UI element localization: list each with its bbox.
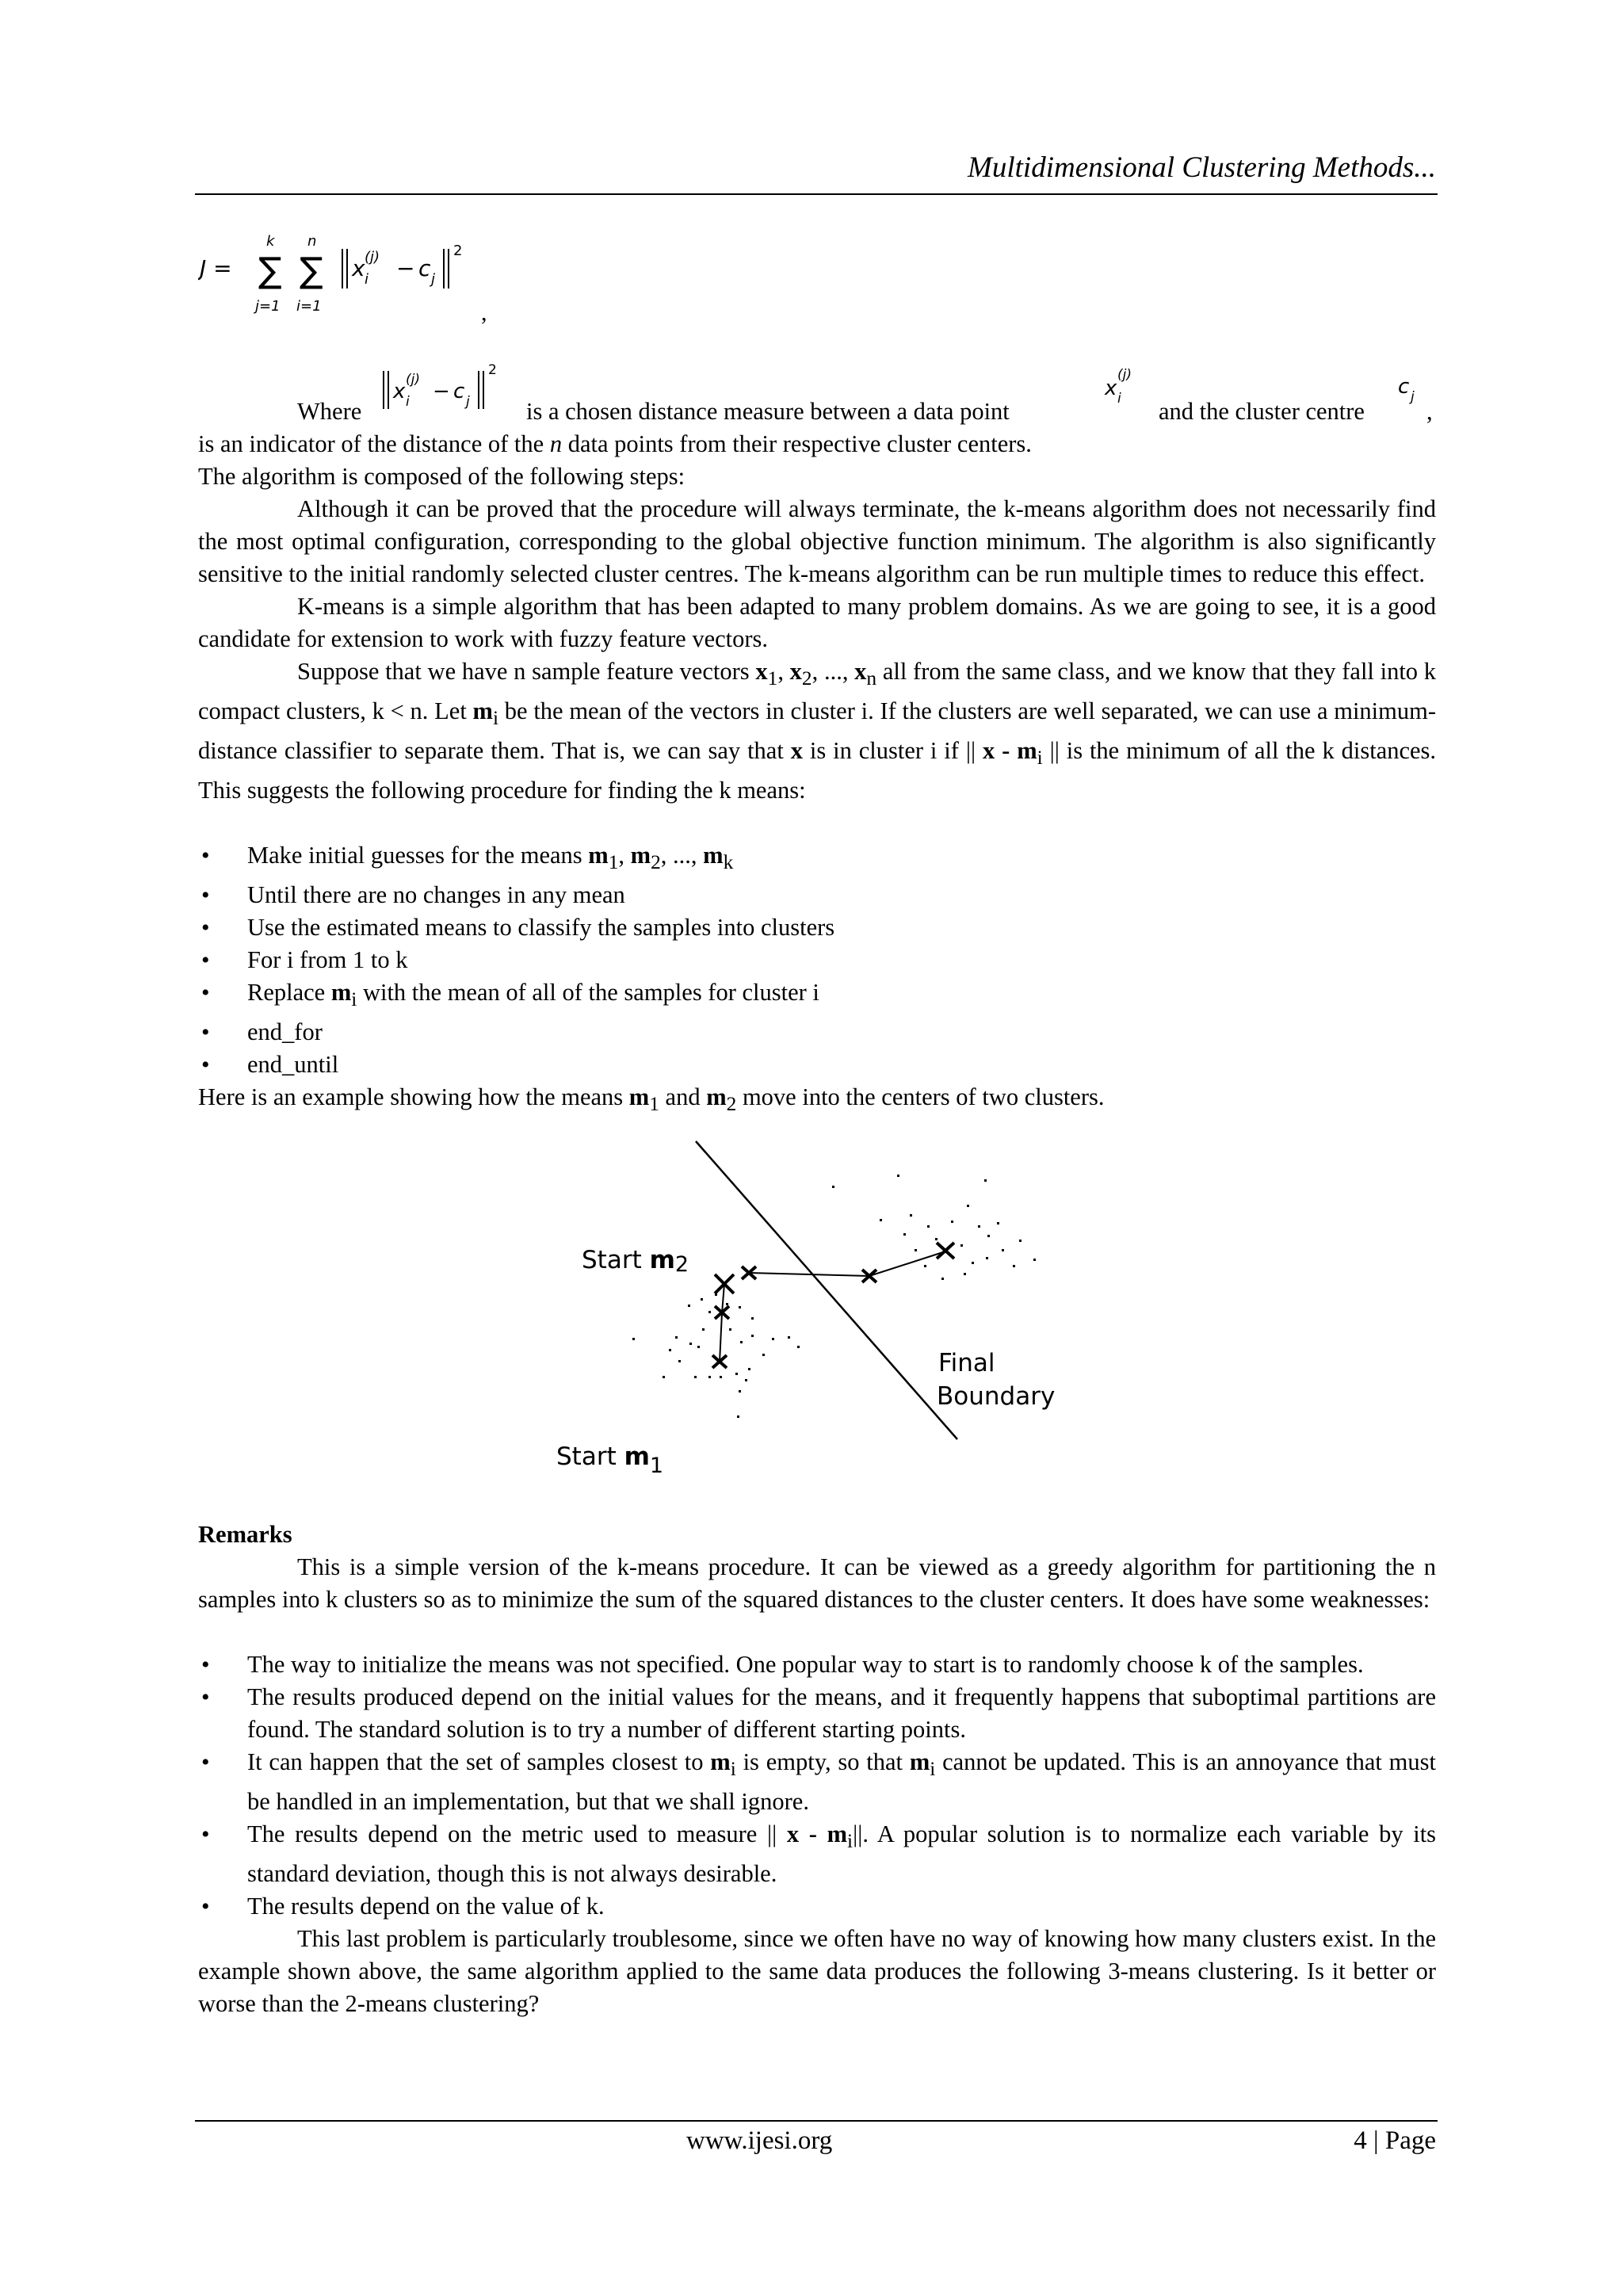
footer-website: www.ijesi.org <box>686 2126 833 2155</box>
list-item: • end_until <box>198 1049 1436 1081</box>
last-paragraph: This last problem is particularly troublesome, since we often have no way of knowing how many clusters exist. In the example shown above, the same algorithm applied to the same data produces the following 3-means clustering. Is it better or worse than the 2-means clustering? <box>198 1925 1436 2018</box>
svg-text:c: c <box>453 380 465 403</box>
final-label: Final <box>938 1349 995 1377</box>
remarks-heading: Remarks <box>198 1521 292 1548</box>
weaknesses-list <box>198 1648 1436 1923</box>
formula-center-sub: j <box>431 271 436 288</box>
start-m1-label: Start m1 <box>556 1442 664 1478</box>
list-item: • The way to initialize the means was not specified. One popular way to start is to randomly choose k of the samples. <box>198 1648 1436 1681</box>
paragraph-suppose: Suppose that we have n sample feature vectors $x_1$, $x_2$, ..., $x_n$ all from the same class, and we know that they fall into k compact clusters, k < n. Let $m_i$ be the mean of the vectors in cluster i. If the clusters are well separated, we can use a minimum-distance classifier to separate them. That is, we can say that x is in cluster i if || x - $m_i$ || is the minimum of all the k distances. This suggests the following procedure for finding the k means: <box>198 658 1437 804</box>
running-header: Multidimensional Clustering Methods... <box>968 151 1436 184</box>
remarks-section <box>198 1519 1436 2020</box>
indicator-sentence: is an indicator of the distance of the n data points from their respective cluster centers. <box>198 430 1032 457</box>
sum-lower-2: i=1 <box>296 298 322 315</box>
procedure-list <box>198 839 1436 1081</box>
steps-intro: The algorithm is composed of the following steps: <box>198 463 685 490</box>
kmeans-figure <box>539 1138 1094 1487</box>
final-boundary-line <box>696 1141 957 1439</box>
list-item: • end_for <box>198 1016 1436 1049</box>
formula-comma: , <box>481 300 487 326</box>
sample-points <box>632 1175 1036 1418</box>
footer-page-number: 4 | Page <box>1354 2126 1436 2155</box>
where-line <box>198 358 1436 425</box>
svg-text:(j): (j) <box>1117 367 1132 383</box>
list-item: • Make initial guesses for the means $m_1$, $m_2$, ..., $m_k$ <box>198 839 1436 879</box>
list-item: • The results depend on the value of k. <box>198 1890 1436 1923</box>
svg-text:c: c <box>1398 375 1410 399</box>
svg-text:−: − <box>433 380 450 403</box>
cluster-centre-symbol <box>1396 374 1428 406</box>
example-sentence: Here is an example showing how the means $m_1$ and $m_2$ move into the centers of two clusters. <box>198 1083 1105 1116</box>
svg-text:j: j <box>466 394 470 410</box>
svg-text:j: j <box>1411 389 1415 405</box>
svg-text:x: x <box>1105 376 1117 400</box>
mean-markers <box>712 1243 954 1368</box>
sum-lower-1: j=1 <box>255 298 281 315</box>
sum-upper-1: k <box>266 233 275 250</box>
where-middle: is a chosen distance measure between a data point <box>526 398 1010 425</box>
start-m2-label: Start m2 <box>582 1246 689 1277</box>
formula-term-sup: (j) <box>365 249 380 266</box>
footer-rule <box>195 2120 1438 2122</box>
list-item: • Until there are no changes in any mean <box>198 879 1436 911</box>
where-after-point: and the cluster centre <box>1159 398 1365 425</box>
formula-power: 2 <box>453 243 463 259</box>
svg-text:(j): (j) <box>406 372 420 388</box>
sum-upper-2: n <box>307 233 317 250</box>
paragraph-kmeans: K-means is a simple algorithm that has been adapted to many problem domains. As we are going to see, it is a good candidate for extension to work with fuzzy feature vectors. <box>198 593 1436 652</box>
svg-text:i: i <box>1117 391 1121 407</box>
svg-text:∑: ∑ <box>300 250 323 291</box>
paragraph-although: Although it can be proved that the procedure will always terminate, the k-means algorithm does not necessarily find the most optimal configuration, corresponding to the global objective function minimum. The algorithm is also significantly sensitive to the initial randomly selected cluster centres. The k-means algorithm can be run multiple times to reduce this effect. <box>198 495 1436 587</box>
list-item: • The results depend on the metric used to measure || x - $m_i||$. A popular solution is to normalize each variable by its standard deviation, though this is not always desirable. <box>198 1818 1436 1890</box>
formula-center: c <box>418 255 431 281</box>
data-point-symbol <box>1102 361 1157 409</box>
where-end: , <box>1426 398 1433 425</box>
svg-text:∑: ∑ <box>258 250 282 291</box>
svg-text:x: x <box>393 380 406 403</box>
remarks-paragraph: This is a simple version of the k-means procedure. It can be viewed as a greedy algorithm for partitioning the n samples into k clusters so as to minimize the sum of the squared distances to the cluster centers. It does have some weaknesses: <box>198 1553 1436 1613</box>
list-item: • The results produced depend on the initial values for the means, and it frequently happens that suboptimal partitions are found. The standard solution is to try a number of different starting points. <box>198 1681 1436 1746</box>
list-item: • Use the estimated means to classify the samples into clusters <box>198 911 1436 944</box>
formula-term-sub: i <box>365 271 369 288</box>
formula-lhs: J = <box>200 255 232 281</box>
m2-path <box>749 1251 945 1276</box>
svg-text:−: − <box>396 255 415 281</box>
list-item: • Replace $m_i$ with the mean of all of the samples for cluster i <box>198 976 1436 1016</box>
m1-path <box>720 1284 724 1362</box>
list-item: • It can happen that the set of samples closest to $m_i$ is empty, so that $m_i$ cannot be updated. This is an annoyance that must be handled in an implementation, but that we shall ignore. <box>198 1746 1436 1818</box>
where-lead: Where <box>297 398 362 425</box>
svg-text:i: i <box>406 394 410 410</box>
main-text <box>198 428 1436 1121</box>
header-rule <box>195 193 1438 195</box>
formula-term: x <box>352 255 365 281</box>
list-item: • For i from 1 to k <box>198 944 1436 976</box>
boundary-label: Boundary <box>937 1382 1056 1411</box>
distance-term-formula <box>380 358 523 422</box>
svg-text:2: 2 <box>488 362 497 378</box>
